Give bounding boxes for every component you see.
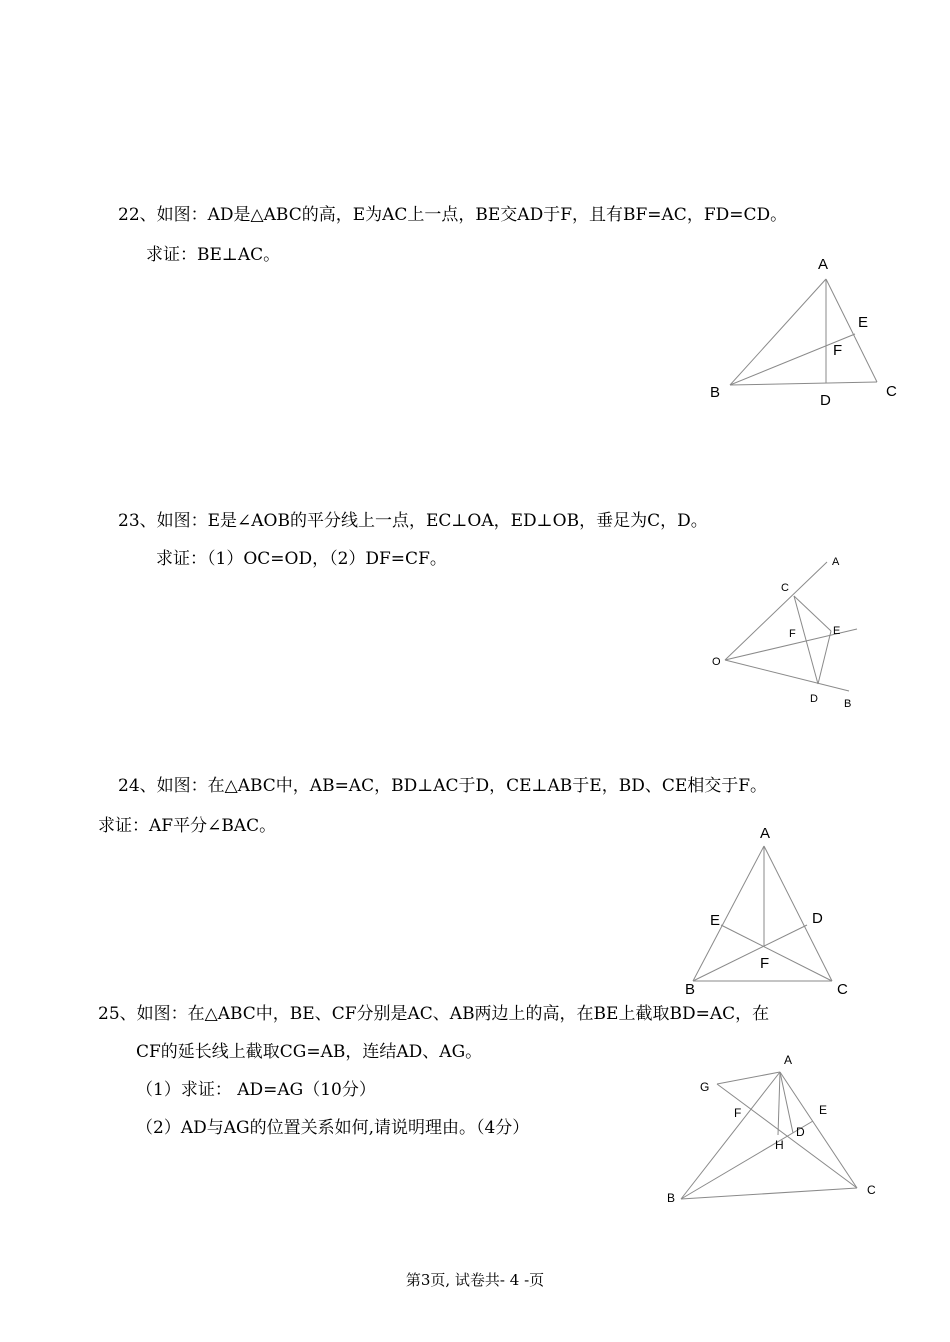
q25-label-e: E: [819, 1103, 828, 1117]
q23-segment-ce: [794, 596, 831, 631]
q23-line2: 求证：（1）OC=OD，（2）DF=CF。: [156, 549, 447, 569]
q23-label-b: B: [844, 698, 852, 710]
q23-ray-oa: [725, 562, 827, 660]
q22-label-d: D: [820, 392, 831, 409]
q25-label-f: F: [734, 1106, 742, 1120]
q25-segment-cg: [717, 1084, 857, 1188]
q22-edge-ab: [730, 279, 826, 385]
q24-line2: 求证：AF平分∠BAC。: [98, 816, 277, 836]
q23-label-d: D: [810, 693, 818, 705]
q24-label-d: D: [812, 910, 823, 927]
q23-segment-cd: [794, 596, 818, 684]
q25-label-d: D: [796, 1125, 805, 1139]
q22-edge-bc: [730, 382, 877, 385]
q24-label-c: C: [837, 981, 848, 998]
q25-edge-bc: [681, 1188, 857, 1199]
q24-label-a: A: [760, 825, 771, 842]
q22-edge-ac: [826, 279, 877, 382]
q23-figure: [700, 550, 880, 715]
q23-label-e: E: [833, 625, 841, 637]
q25-line3: （1）求证： AD=AG（10分）: [136, 1080, 376, 1100]
q22-figure: [700, 250, 910, 415]
q25-edge-ac: [780, 1072, 857, 1188]
q22-label-e: E: [858, 314, 869, 331]
q25-label-g: G: [700, 1080, 710, 1094]
q24-segment-bd: [693, 925, 807, 981]
q25-label-b: B: [667, 1191, 676, 1205]
q24-label-b: B: [685, 981, 696, 998]
q25-line4: （2）AD与AG的位置关系如何,请说明理由。（4分）: [136, 1118, 530, 1138]
q25-line1: 25、如图：在△ABC中，BE、CF分别是AC、AB两边上的高，在BE上截取BD=AC，在: [98, 1004, 770, 1024]
q23-label-a: A: [832, 556, 840, 568]
q25-label-c: C: [867, 1183, 876, 1197]
q25-figure: [660, 1045, 890, 1215]
q22-label-b: B: [710, 384, 721, 401]
q25-segment-ag: [717, 1072, 780, 1084]
q24-label-f: F: [760, 955, 770, 972]
q24-line1: 24、如图：在△ABC中，AB=AC，BD⊥AC于D，CE⊥AB于E，BD、CE相交于F。: [118, 776, 768, 796]
q25-label-h: H: [775, 1138, 784, 1152]
q23-ray-ob: [725, 660, 849, 691]
q25-label-a: A: [784, 1053, 793, 1067]
q25-segment-ah: [778, 1072, 780, 1135]
q24-edge-ab: [693, 846, 764, 981]
q23-segment-de: [818, 631, 831, 684]
q22-line2: 求证：BE⊥AC。: [146, 245, 281, 265]
q24-segment-ce: [721, 925, 832, 981]
page-footer: 第3页, 试卷共- 4 -页: [405, 1271, 545, 1289]
q23-line1: 23、如图：E是∠AOB的平分线上一点，EC⊥OA，ED⊥OB，垂足为C，D。: [118, 511, 708, 531]
q24-figure: [680, 820, 860, 1000]
q22-label-c: C: [886, 383, 897, 400]
q25-edge-ab: [681, 1072, 780, 1199]
q23-label-c: C: [781, 582, 789, 594]
q23-label-f: F: [789, 628, 796, 640]
q24-label-e: E: [710, 912, 721, 929]
q23-label-o: O: [712, 656, 721, 668]
q22-label-f: F: [833, 342, 843, 359]
q22-line1: 22、如图：AD是△ABC的高，E为AC上一点，BE交AD于F，且有BF=AC，FD=CD。: [118, 205, 788, 225]
q22-label-a: A: [818, 256, 829, 273]
q25-line2: CF的延长线上截取CG=AB，连结AD、AG。: [136, 1042, 483, 1062]
